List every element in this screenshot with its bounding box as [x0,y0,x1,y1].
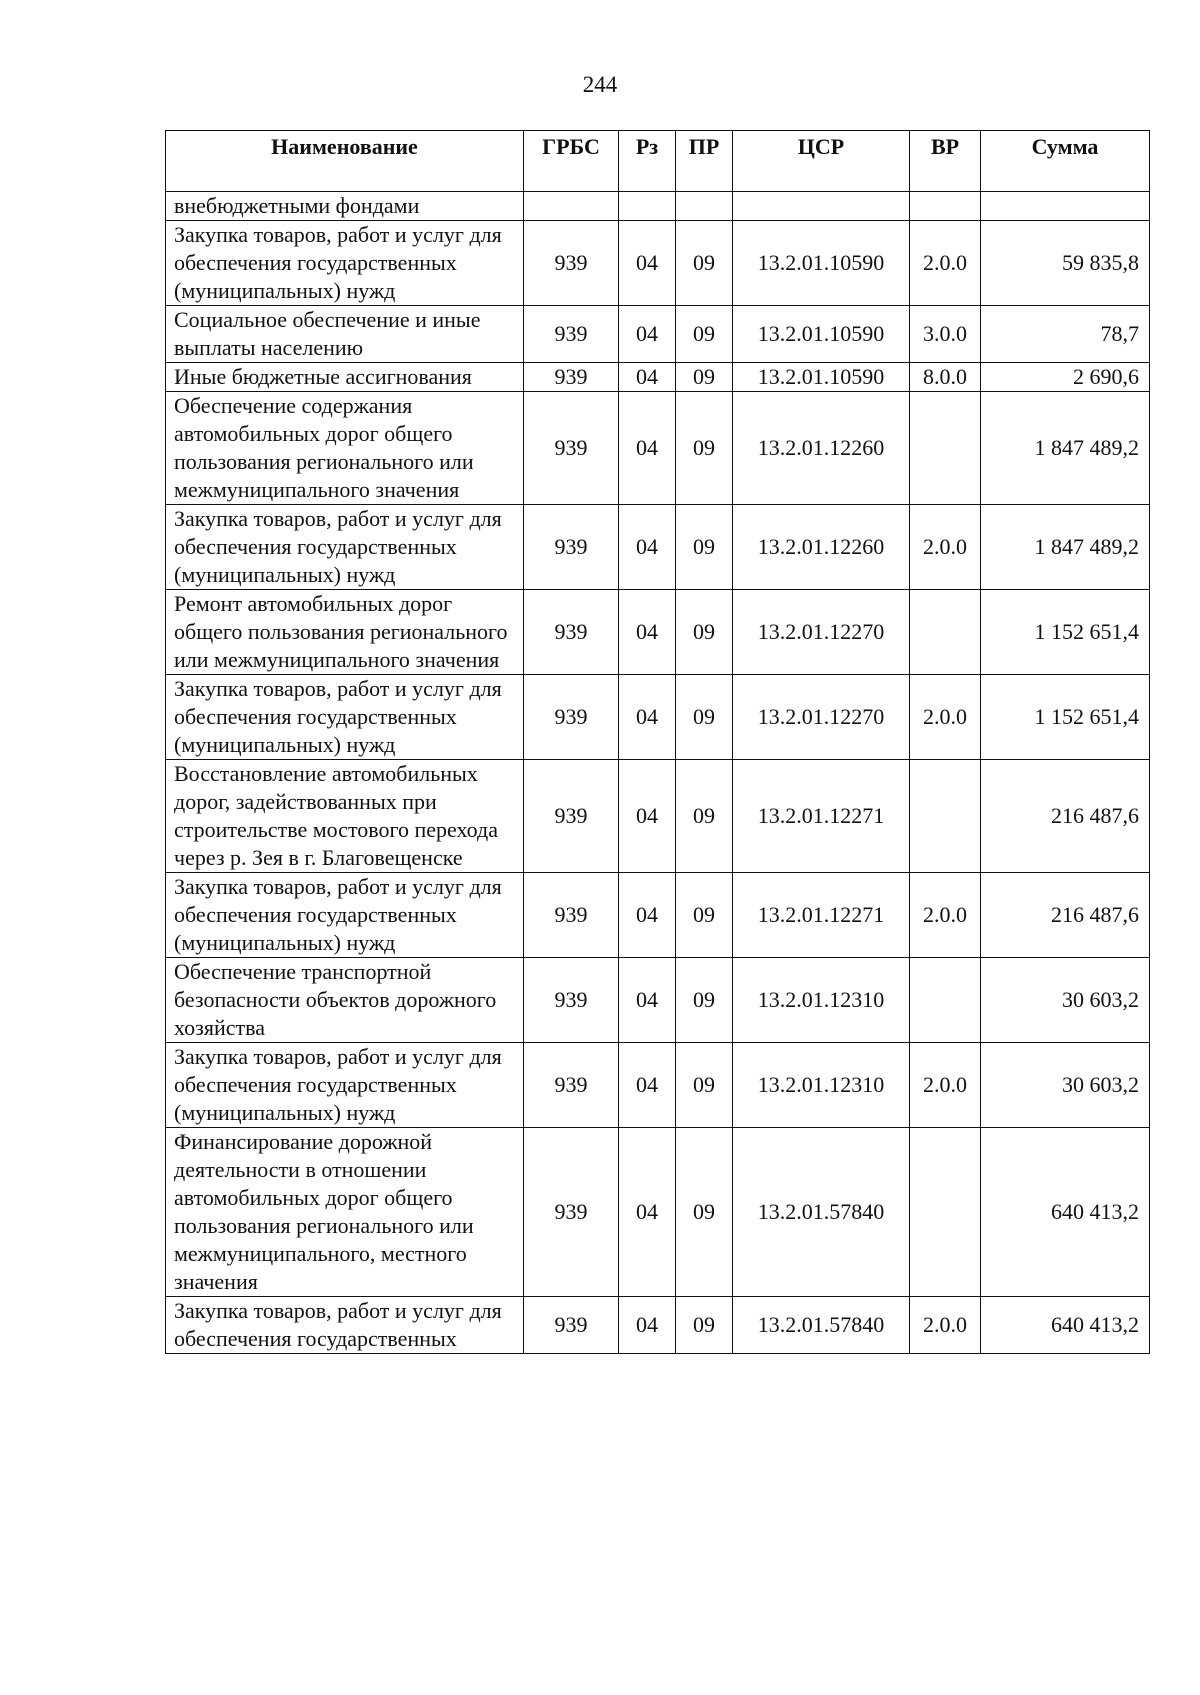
cell-pr: 09 [676,1043,733,1128]
cell-vr [910,1128,981,1297]
cell-pr: 09 [676,221,733,306]
table-row [166,675,1150,760]
cell-csr: 13.2.01.12310 [733,958,910,1043]
cell-grbs: 939 [524,392,619,505]
cell-csr [733,192,910,221]
cell-rz: 04 [619,1297,676,1354]
table-row [166,1043,1150,1128]
cell-name: Иные бюджетные ассигнования [166,363,524,392]
cell-pr: 09 [676,306,733,363]
cell-vr [910,958,981,1043]
cell-rz: 04 [619,363,676,392]
column-header-vr: ВР [910,131,981,192]
table-row [166,221,1150,306]
cell-rz: 04 [619,221,676,306]
table-row [166,958,1150,1043]
cell-vr [910,590,981,675]
cell-csr: 13.2.01.10590 [733,221,910,306]
cell-csr: 13.2.01.12270 [733,590,910,675]
cell-rz: 04 [619,1043,676,1128]
cell-name: Обеспечение содержания автомобильных дорог общего пользования регионального или межмуниципального значения [166,392,524,505]
cell-csr: 13.2.01.12310 [733,1043,910,1128]
cell-csr: 13.2.01.12271 [733,760,910,873]
cell-grbs: 939 [524,505,619,590]
table-row [166,1128,1150,1297]
cell-grbs: 939 [524,363,619,392]
cell-grbs: 939 [524,1043,619,1128]
cell-csr: 13.2.01.12271 [733,873,910,958]
cell-rz: 04 [619,1128,676,1297]
cell-pr: 09 [676,760,733,873]
cell-csr: 13.2.01.10590 [733,306,910,363]
table-header-row [166,131,1150,192]
cell-csr: 13.2.01.10590 [733,363,910,392]
cell-rz [619,192,676,221]
cell-csr: 13.2.01.12260 [733,392,910,505]
cell-name: Социальное обеспечение и иные выплаты населению [166,306,524,363]
cell-rz: 04 [619,958,676,1043]
budget-table [165,130,1150,1354]
cell-vr: 2.0.0 [910,873,981,958]
cell-rz: 04 [619,760,676,873]
cell-rz: 04 [619,590,676,675]
cell-sum: 1 847 489,2 [981,392,1150,505]
cell-pr: 09 [676,675,733,760]
cell-sum: 1 152 651,4 [981,590,1150,675]
table-row [166,1297,1150,1354]
cell-csr: 13.2.01.12260 [733,505,910,590]
cell-rz: 04 [619,392,676,505]
cell-grbs: 939 [524,958,619,1043]
cell-pr: 09 [676,1297,733,1354]
cell-csr: 13.2.01.57840 [733,1297,910,1354]
cell-pr: 09 [676,392,733,505]
cell-name: Закупка товаров, работ и услуг для обеспечения государственных (муниципальных) нужд [166,1043,524,1128]
cell-csr: 13.2.01.12270 [733,675,910,760]
cell-vr [910,192,981,221]
cell-rz: 04 [619,505,676,590]
cell-sum: 2 690,6 [981,363,1150,392]
cell-grbs: 939 [524,221,619,306]
cell-vr: 2.0.0 [910,675,981,760]
table-row [166,873,1150,958]
cell-name: Закупка товаров, работ и услуг для обеспечения государственных (муниципальных) нужд [166,675,524,760]
cell-name: Финансирование дорожной деятельности в отношении автомобильных дорог общего пользования регионального или межмуниципального, местного значения [166,1128,524,1297]
cell-vr: 2.0.0 [910,1297,981,1354]
cell-grbs: 939 [524,590,619,675]
cell-rz: 04 [619,675,676,760]
column-header-name: Наименование [166,131,524,192]
cell-grbs: 939 [524,1297,619,1354]
cell-name: Закупка товаров, работ и услуг для обеспечения государственных (муниципальных) нужд [166,505,524,590]
page-number: 244 [582,72,618,97]
cell-name: Восстановление автомобильных дорог, задействованных при строительстве мостового перехода через р. Зея в г. Благовещенске [166,760,524,873]
column-header-sum: Сумма [981,131,1150,192]
cell-sum: 30 603,2 [981,958,1150,1043]
cell-grbs: 939 [524,873,619,958]
cell-pr: 09 [676,363,733,392]
column-header-csr: ЦСР [733,131,910,192]
cell-sum [981,192,1150,221]
cell-sum: 1 847 489,2 [981,505,1150,590]
cell-name: Закупка товаров, работ и услуг для обеспечения государственных (муниципальных) нужд [166,221,524,306]
cell-vr [910,392,981,505]
cell-vr [910,760,981,873]
cell-name: внебюджетными фондами [166,192,524,221]
cell-sum: 78,7 [981,306,1150,363]
cell-pr: 09 [676,505,733,590]
table-row [166,505,1150,590]
cell-pr: 09 [676,958,733,1043]
cell-grbs: 939 [524,675,619,760]
cell-vr: 2.0.0 [910,221,981,306]
cell-sum: 1 152 651,4 [981,675,1150,760]
cell-sum: 216 487,6 [981,760,1150,873]
table-row [166,363,1150,392]
cell-name: Закупка товаров, работ и услуг для обеспечения государственных (муниципальных) нужд [166,873,524,958]
table-row [166,392,1150,505]
cell-grbs: 939 [524,760,619,873]
cell-name: Ремонт автомобильных дорог общего пользования регионального или межмуниципального значения [166,590,524,675]
cell-name: Обеспечение транспортной безопасности объектов дорожного хозяйства [166,958,524,1043]
table-row [166,306,1150,363]
table-row [166,192,1150,221]
cell-csr: 13.2.01.57840 [733,1128,910,1297]
cell-pr: 09 [676,1128,733,1297]
cell-vr: 2.0.0 [910,1043,981,1128]
table-row [166,760,1150,873]
cell-name: Закупка товаров, работ и услуг для обеспечения государственных [166,1297,524,1354]
cell-pr [676,192,733,221]
cell-sum: 30 603,2 [981,1043,1150,1128]
cell-rz: 04 [619,306,676,363]
cell-grbs: 939 [524,1128,619,1297]
column-header-grbs: ГРБС [524,131,619,192]
column-header-rz: Рз [619,131,676,192]
column-header-pr: ПР [676,131,733,192]
table-row [166,590,1150,675]
cell-vr: 8.0.0 [910,363,981,392]
cell-pr: 09 [676,590,733,675]
cell-pr: 09 [676,873,733,958]
cell-vr: 3.0.0 [910,306,981,363]
cell-sum: 640 413,2 [981,1128,1150,1297]
cell-sum: 59 835,8 [981,221,1150,306]
cell-grbs [524,192,619,221]
cell-vr: 2.0.0 [910,505,981,590]
cell-grbs: 939 [524,306,619,363]
cell-rz: 04 [619,873,676,958]
cell-sum: 216 487,6 [981,873,1150,958]
cell-sum: 640 413,2 [981,1297,1150,1354]
